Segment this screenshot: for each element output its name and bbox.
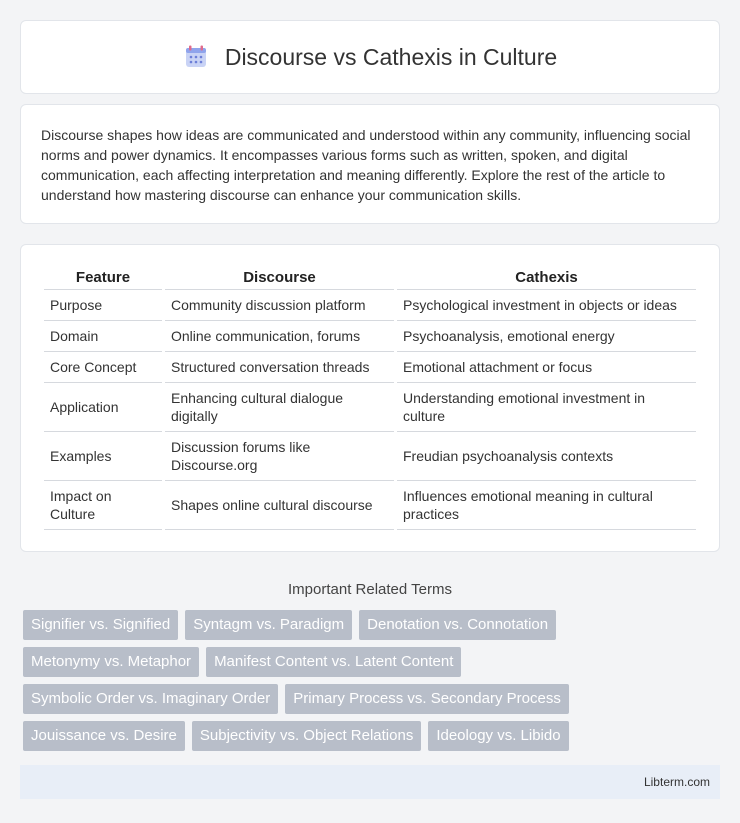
related-term-link[interactable]: Syntagm vs. Paradigm — [185, 610, 352, 640]
table-cell: Domain — [44, 321, 162, 352]
header-cathexis: Cathexis — [397, 265, 696, 290]
related-term-link[interactable]: Primary Process vs. Secondary Process — [285, 684, 569, 714]
table-row — [44, 481, 696, 530]
title-card — [20, 20, 720, 94]
table-cell: Psychoanalysis, emotional energy — [397, 321, 696, 352]
related-term-link[interactable]: Subjectivity vs. Object Relations — [192, 721, 421, 751]
table-row — [44, 290, 696, 321]
table-row — [44, 383, 696, 432]
table-cell: Purpose — [44, 290, 162, 321]
table-cell: Discussion forums like Discourse.org — [165, 432, 394, 481]
related-term-link[interactable]: Ideology vs. Libido — [428, 721, 568, 751]
related-term-link[interactable]: Metonymy vs. Metaphor — [23, 647, 199, 677]
related-term-link[interactable]: Symbolic Order vs. Imaginary Order — [23, 684, 278, 714]
table-cell: Psychological investment in objects or ideas — [397, 290, 696, 321]
table-cell: Enhancing cultural dialogue digitally — [165, 383, 394, 432]
related-term-link[interactable]: Manifest Content vs. Latent Content — [206, 647, 461, 677]
table-row — [44, 432, 696, 481]
table-cell: Freudian psychoanalysis contexts — [397, 432, 696, 481]
related-terms-title: Important Related Terms — [288, 581, 452, 598]
footer-site-link[interactable]: Libterm.com — [643, 775, 710, 789]
table-cell: Structured conversation threads — [165, 352, 394, 383]
related-terms-list — [20, 610, 720, 751]
table-cell: Shapes online cultural discourse — [165, 481, 394, 530]
related-term-link[interactable]: Jouissance vs. Desire — [23, 721, 185, 751]
intro-card — [20, 104, 720, 224]
intro-text: Discourse shapes how ideas are communicated and understood within any community, influencing social norms and power dynamics. It encompasses various forms such as written, spoken, and digital communication, each affecting interpretation and meaning differently. Explore the rest of the article to understand how mastering discourse can enhance your communication skills. — [41, 127, 691, 203]
table-cell: Community discussion platform — [165, 290, 394, 321]
table-cell: Influences emotional meaning in cultural practices — [397, 481, 696, 530]
document-list-icon — [183, 44, 209, 70]
table-cell: Online communication, forums — [165, 321, 394, 352]
table-cell: Emotional attachment or focus — [397, 352, 696, 383]
table-row — [44, 352, 696, 383]
header-discourse: Discourse — [165, 265, 394, 290]
comparison-card — [20, 244, 720, 552]
related-term-link[interactable]: Denotation vs. Connotation — [359, 610, 556, 640]
table-cell: Core Concept — [44, 352, 162, 383]
related-term-link[interactable]: Signifier vs. Signified — [23, 610, 178, 640]
table-cell: Examples — [44, 432, 162, 481]
footer — [20, 765, 720, 799]
table-cell: Impact on Culture — [44, 481, 162, 530]
table-header-row — [44, 265, 696, 290]
table-cell: Application — [44, 383, 162, 432]
page-title: Discourse vs Cathexis in Culture — [224, 43, 558, 70]
comparison-table — [41, 265, 699, 530]
header-feature: Feature — [44, 265, 162, 290]
table-row — [44, 321, 696, 352]
table-cell: Understanding emotional investment in culture — [397, 383, 696, 432]
